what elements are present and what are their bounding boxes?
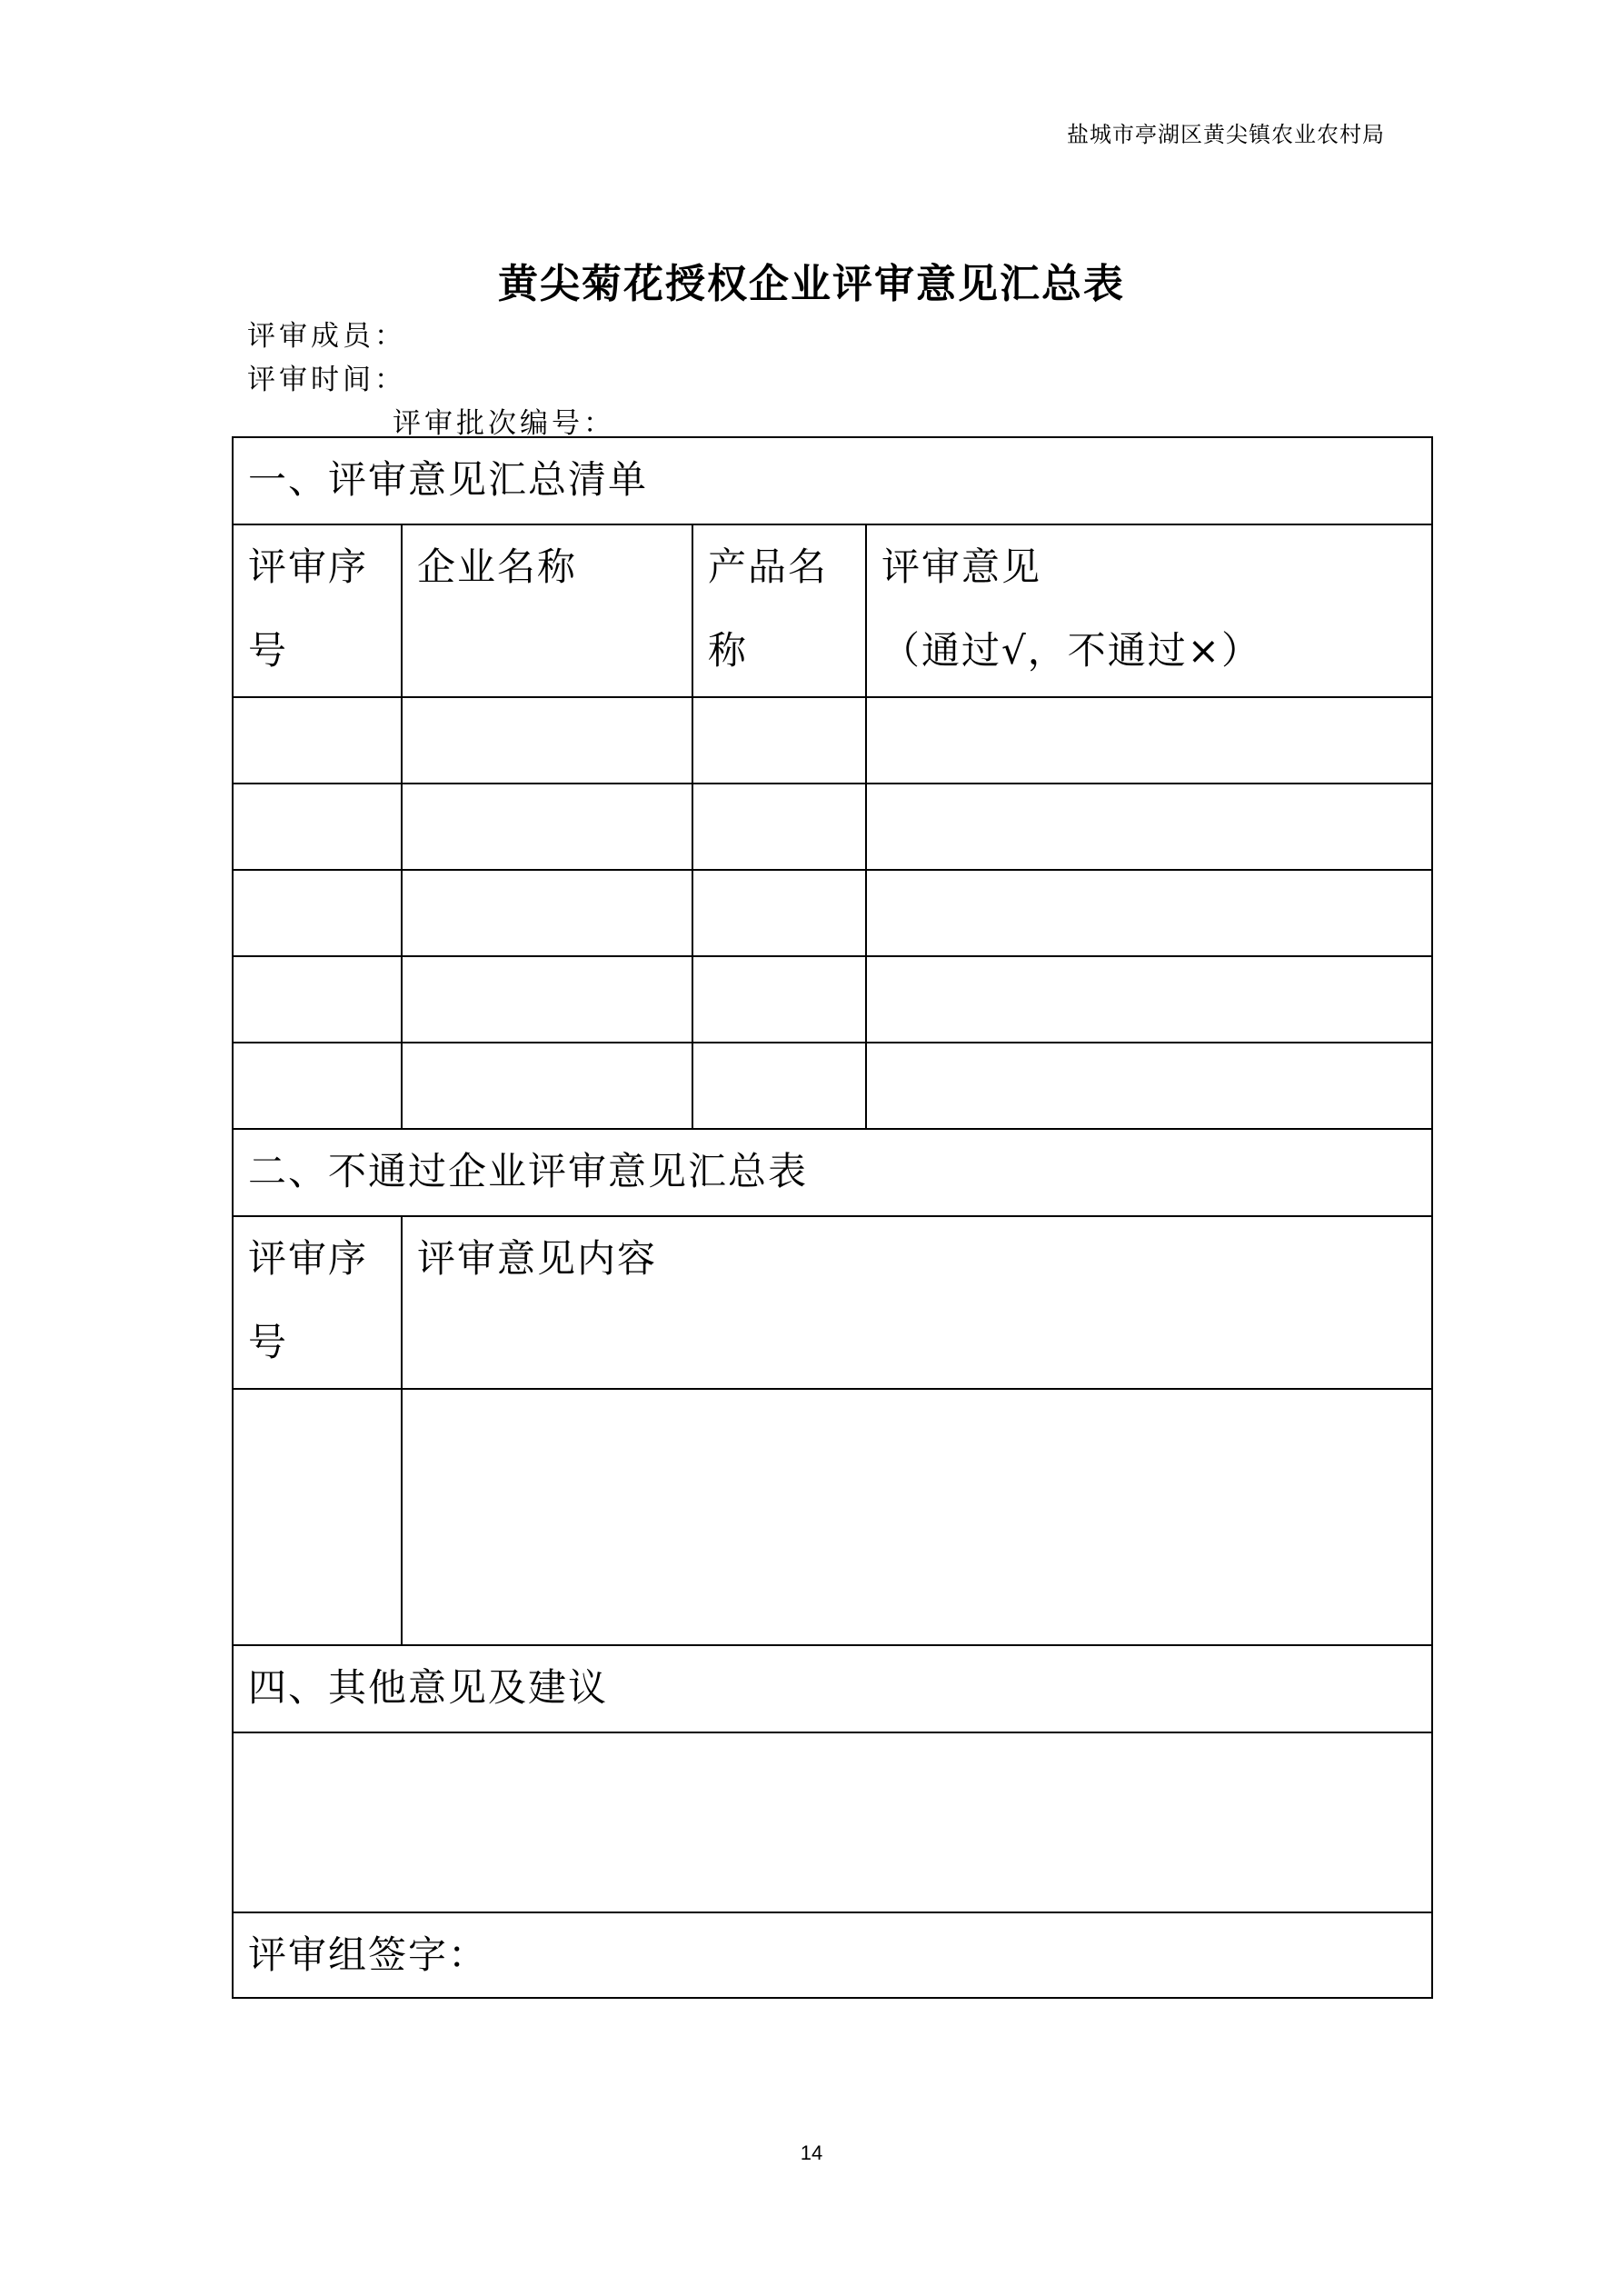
section2-title: 二、不通过企业评审意见汇总表 xyxy=(233,1129,1432,1216)
section2-header-row xyxy=(233,1129,1432,1216)
review-summary-table xyxy=(232,436,1433,1999)
cell-company[interactable] xyxy=(402,1043,692,1129)
column-header-product-line2: 称 xyxy=(708,628,749,673)
cell-product[interactable] xyxy=(692,956,866,1043)
table-row xyxy=(233,1043,1432,1129)
section4-title: 四、其他意见及建议 xyxy=(233,1645,1432,1732)
column-header-seq xyxy=(233,1216,402,1389)
cell-opinion[interactable] xyxy=(866,956,1432,1043)
column-header-company: 企业名称 xyxy=(402,524,692,697)
members-label: 评审成员： xyxy=(247,320,406,353)
cell-seq[interactable] xyxy=(233,870,402,956)
cell-seq[interactable] xyxy=(233,956,402,1043)
cell-company[interactable] xyxy=(402,956,692,1043)
cell-other-opinions[interactable] xyxy=(233,1732,1432,1912)
column-header-opinion-line1: 评审意见 xyxy=(881,544,1042,589)
column-header-product xyxy=(692,524,866,697)
table-row xyxy=(233,870,1432,956)
column-header-content: 评审意见内容 xyxy=(402,1216,1432,1389)
column-header-seq-line1: 评审序 xyxy=(248,544,369,589)
cell-opinion[interactable] xyxy=(866,784,1432,870)
batch-label: 评审批次编号： xyxy=(393,407,615,440)
column-header-opinion-line2: （通过√，不通过×） xyxy=(881,628,1261,673)
table-row xyxy=(233,697,1432,784)
column-header-seq-line2: 号 xyxy=(248,628,289,673)
section2-column-header-row xyxy=(233,1216,1432,1389)
section1-header-row xyxy=(233,437,1432,524)
header-organization: 盐城市亭湖区黄尖镇农业农村局 xyxy=(1067,122,1385,147)
page-number: 14 xyxy=(800,2141,823,2164)
section4-header-row xyxy=(233,1645,1432,1732)
time-label: 评审时间： xyxy=(247,364,406,396)
section1-title: 一、评审意见汇总清单 xyxy=(233,437,1432,524)
cell-seq[interactable] xyxy=(233,697,402,784)
section1-column-header-row xyxy=(233,524,1432,697)
column-header-seq-line2: 号 xyxy=(248,1320,289,1364)
cell-seq[interactable] xyxy=(233,1389,402,1645)
cell-opinion[interactable] xyxy=(866,697,1432,784)
cell-opinion[interactable] xyxy=(866,1043,1432,1129)
table-row xyxy=(233,1389,1432,1645)
other-opinions-row xyxy=(233,1732,1432,1912)
cell-product[interactable] xyxy=(692,697,866,784)
cell-opinion[interactable] xyxy=(866,870,1432,956)
cell-seq[interactable] xyxy=(233,1043,402,1129)
cell-company[interactable] xyxy=(402,697,692,784)
page-title: 黄尖菊花授权企业评审意见汇总表 xyxy=(498,261,1125,307)
table-row xyxy=(233,956,1432,1043)
table-row xyxy=(233,784,1432,870)
cell-product[interactable] xyxy=(692,870,866,956)
cell-company[interactable] xyxy=(402,870,692,956)
cell-seq[interactable] xyxy=(233,784,402,870)
signature-label[interactable]: 评审组签字： xyxy=(233,1912,1432,1998)
column-header-seq xyxy=(233,524,402,697)
cell-company[interactable] xyxy=(402,784,692,870)
column-header-seq-line1: 评审序 xyxy=(248,1236,369,1281)
column-header-product-line1: 产品名 xyxy=(708,544,829,589)
cell-opinion-content[interactable] xyxy=(402,1389,1432,1645)
column-header-opinion xyxy=(866,524,1432,697)
signature-row xyxy=(233,1912,1432,1998)
cell-product[interactable] xyxy=(692,784,866,870)
cell-product[interactable] xyxy=(692,1043,866,1129)
